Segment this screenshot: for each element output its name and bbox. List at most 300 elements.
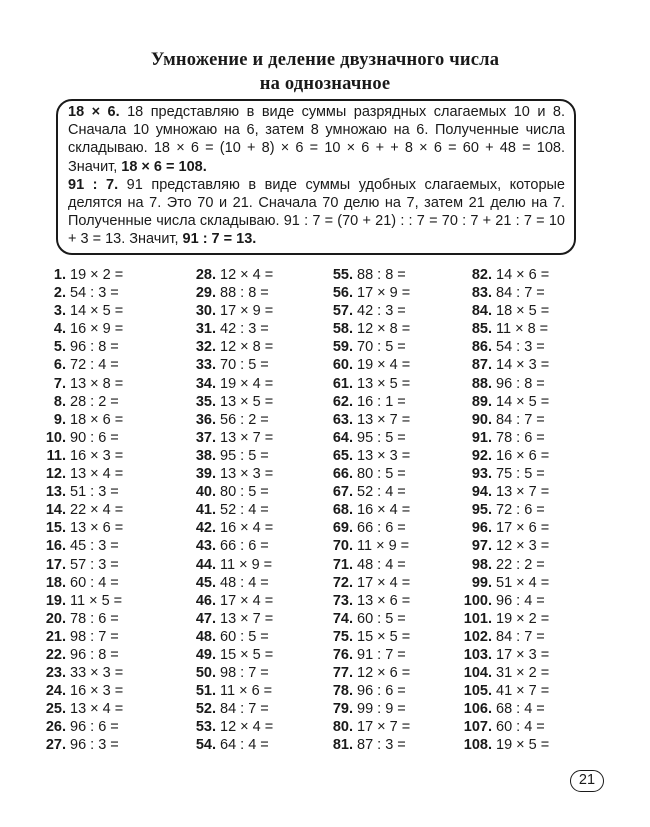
exercise-expression: 11 × 8 = — [496, 321, 549, 338]
exercise-item — [458, 682, 549, 700]
exercise-expression: 15 × 5 = — [357, 628, 411, 645]
exercise-number: 28. — [195, 267, 216, 283]
exercise-item — [458, 556, 549, 574]
exercise-expression: 91 : 7 = — [357, 646, 406, 663]
exercise-expression: 16 : 1 = — [357, 393, 406, 410]
exercise-item — [188, 592, 273, 610]
exercise-number: 39. — [195, 466, 216, 483]
exercise-number: 93. — [471, 466, 492, 483]
exercise-item — [325, 266, 410, 284]
exercise-expression: 96 : 6 = — [357, 683, 406, 700]
page-title — [0, 48, 650, 96]
exercise-number: 76. — [332, 646, 353, 663]
exercise-expression: 95 : 5 = — [357, 429, 406, 446]
exercise-expression: 13 × 7 = — [496, 484, 550, 501]
exercise-item — [458, 646, 549, 664]
exercise-number: 40. — [195, 484, 216, 501]
exercise-item — [40, 320, 123, 338]
exercise-item — [458, 375, 549, 393]
exercise-item — [188, 628, 273, 646]
exercise-expression: 96 : 8 = — [70, 339, 119, 356]
exercise-number: 58. — [332, 321, 353, 338]
exercise-expression: 96 : 4 = — [496, 592, 545, 609]
exercise-number: 41. — [195, 502, 216, 519]
exercise-expression: 60 : 5 = — [357, 610, 406, 627]
exercise-item — [458, 465, 549, 483]
exercise-item — [325, 375, 410, 393]
exercise-item — [458, 736, 549, 754]
exercise-number: 98. — [471, 556, 492, 573]
exercise-item — [40, 266, 123, 284]
exercise-expression: 28 : 2 = — [70, 393, 119, 410]
exercise-item — [458, 411, 549, 429]
exercise-item — [188, 411, 273, 429]
exercise-expression: 19 × 4 = — [220, 375, 274, 392]
exercise-item — [188, 375, 273, 393]
exercise-column-1 — [40, 266, 123, 755]
exercise-number: 11. — [46, 447, 66, 464]
exercise-number: 5. — [53, 339, 66, 356]
exercise-number: 45. — [195, 574, 216, 591]
exercise-item — [325, 700, 410, 718]
exercise-number: 52. — [195, 701, 216, 718]
exercise-expression: 14 × 3 = — [496, 357, 550, 374]
exercise-expression: 13 × 3 = — [220, 466, 274, 483]
exercise-number: 81. — [332, 737, 353, 754]
exercise-expression: 54 : 3 = — [496, 339, 545, 356]
exercise-expression: 14 × 6 = — [496, 267, 550, 283]
exercise-expression: 42 : 3 = — [357, 303, 406, 320]
exercise-item — [40, 519, 123, 537]
exercise-expression: 17 × 3 = — [496, 646, 550, 663]
exercise-expression: 16 × 6 = — [496, 447, 550, 464]
exercise-expression: 52 : 4 = — [357, 484, 406, 501]
exercise-item — [458, 628, 549, 646]
exercise-item — [458, 501, 549, 519]
exercise-number: 82. — [471, 267, 492, 283]
exercise-expression: 19 × 4 = — [357, 357, 411, 374]
exercise-column-2 — [188, 266, 273, 755]
exercise-expression: 13 × 7 = — [220, 429, 274, 446]
exercise-number: 94. — [471, 484, 492, 501]
exercise-item — [325, 356, 410, 374]
exercise-number: 31. — [195, 321, 216, 338]
exercise-expression: 60 : 4 = — [70, 574, 119, 591]
exercise-number: 6. — [53, 357, 66, 374]
exercise-number: 79. — [332, 701, 353, 718]
exercise-item — [40, 447, 123, 465]
exercise-item — [40, 718, 123, 736]
exercise-item — [325, 682, 410, 700]
exercise-number: 36. — [195, 411, 216, 428]
exercise-item — [325, 284, 410, 302]
exercise-number: 27. — [45, 737, 66, 754]
rule-example-2-heading: 91 : 7. — [68, 176, 119, 193]
exercise-item — [188, 646, 273, 664]
exercise-item — [188, 483, 273, 501]
exercise-item — [40, 682, 123, 700]
page-number: 21 — [570, 770, 604, 792]
exercise-expression: 72 : 4 = — [70, 357, 119, 374]
exercise-item — [325, 501, 410, 519]
exercise-expression: 48 : 4 = — [357, 556, 406, 573]
exercise-item — [458, 592, 549, 610]
exercise-expression: 90 : 6 = — [70, 429, 119, 446]
exercise-item — [458, 338, 549, 356]
exercise-item — [188, 519, 273, 537]
exercise-expression: 80 : 5 = — [357, 466, 406, 483]
exercise-expression: 70 : 5 = — [220, 357, 269, 374]
exercise-item — [325, 411, 410, 429]
exercise-item — [325, 646, 410, 664]
exercise-expression: 16 × 3 = — [70, 683, 124, 700]
exercise-item — [40, 483, 123, 501]
exercise-expression: 18 × 6 = — [70, 411, 124, 428]
exercise-item — [458, 356, 549, 374]
exercise-item — [325, 393, 410, 411]
exercise-expression: 12 × 8 = — [220, 339, 274, 356]
exercise-item — [188, 302, 273, 320]
exercise-number: 107. — [463, 719, 492, 736]
exercise-number: 29. — [195, 285, 216, 302]
exercise-expression: 84 : 7 = — [496, 628, 545, 645]
exercise-item — [188, 664, 273, 682]
exercise-expression: 17 × 7 = — [357, 719, 411, 736]
exercise-item — [188, 537, 273, 555]
exercise-expression: 51 × 4 = — [496, 574, 550, 591]
exercise-expression: 13 × 7 = — [357, 411, 411, 428]
exercise-number: 1. — [53, 267, 66, 283]
exercise-item — [325, 465, 410, 483]
exercise-number: 49. — [195, 646, 216, 663]
exercise-number: 37. — [195, 429, 216, 446]
exercise-number: 59. — [332, 339, 353, 356]
exercise-expression: 17 × 6 = — [496, 520, 550, 537]
exercise-item — [325, 429, 410, 447]
exercise-item — [40, 664, 123, 682]
exercise-item — [325, 574, 410, 592]
exercise-expression: 98 : 7 = — [220, 665, 269, 682]
exercise-item — [458, 700, 549, 718]
exercise-expression: 19 × 2 = — [70, 267, 124, 283]
exercise-expression: 96 : 3 = — [70, 737, 119, 754]
exercise-number: 71. — [332, 556, 353, 573]
exercise-expression: 13 × 5 = — [357, 375, 411, 392]
exercise-expression: 16 × 4 = — [220, 520, 274, 537]
exercise-number: 97. — [471, 538, 492, 555]
title-line-1: Умножение и деление двузначного числа — [150, 50, 500, 70]
exercise-expression: 13 × 6 = — [357, 592, 411, 609]
exercise-expression: 70 : 5 = — [357, 339, 406, 356]
exercise-number: 104. — [463, 665, 492, 682]
exercise-item — [40, 628, 123, 646]
exercise-item — [458, 284, 549, 302]
exercise-item — [325, 447, 410, 465]
exercise-expression: 18 × 5 = — [496, 303, 550, 320]
exercise-item — [188, 610, 273, 628]
exercise-number: 88. — [471, 375, 492, 392]
exercise-item — [188, 320, 273, 338]
exercise-expression: 75 : 5 = — [496, 466, 545, 483]
exercise-item — [458, 429, 549, 447]
exercise-expression: 16 × 9 = — [70, 321, 124, 338]
rule-example-1-heading: 18 × 6. — [68, 104, 120, 120]
exercise-expression: 19 × 2 = — [496, 610, 550, 627]
exercise-number: 77. — [332, 665, 353, 682]
exercise-expression: 33 × 3 = — [70, 665, 124, 682]
exercise-number: 105. — [463, 683, 492, 700]
exercise-expression: 84 : 7 = — [496, 285, 545, 302]
exercise-expression: 13 × 8 = — [70, 375, 124, 392]
exercise-item — [325, 519, 410, 537]
exercise-number: 53. — [195, 719, 216, 736]
exercise-expression: 11 × 9 = — [220, 556, 273, 573]
exercise-number: 18. — [45, 574, 66, 591]
exercise-item — [40, 302, 123, 320]
exercise-expression: 88 : 8 = — [357, 267, 406, 283]
exercise-expression: 52 : 4 = — [220, 502, 269, 519]
exercise-number: 70. — [332, 538, 353, 555]
exercise-number: 33. — [195, 357, 216, 374]
exercise-number: 74. — [332, 610, 353, 627]
exercise-item — [458, 320, 549, 338]
exercise-item — [325, 610, 410, 628]
exercise-item — [188, 501, 273, 519]
exercise-expression: 15 × 5 = — [220, 646, 274, 663]
exercise-item — [40, 646, 123, 664]
exercise-expression: 95 : 5 = — [220, 447, 269, 464]
exercise-number: 4. — [53, 321, 66, 338]
exercise-number: 22. — [45, 646, 66, 663]
exercise-number: 92. — [471, 447, 492, 464]
exercise-expression: 66 : 6 = — [357, 520, 406, 537]
exercise-expression: 19 × 5 = — [496, 737, 550, 754]
exercise-expression: 96 : 8 = — [496, 375, 545, 392]
exercise-item — [188, 338, 273, 356]
exercise-expression: 60 : 5 = — [220, 628, 269, 645]
exercise-item — [40, 338, 123, 356]
exercise-item — [40, 700, 123, 718]
exercise-number: 62. — [332, 393, 353, 410]
exercise-number: 57. — [332, 303, 353, 320]
exercise-number: 85. — [471, 321, 492, 338]
exercise-expression: 98 : 7 = — [70, 628, 119, 645]
rule-example-2-text: 91 представляю в виде суммы удобных слагаемых, которые делятся на 7. Это 70 и 21. Сначала 70 делю на 7, затем 21 делю на 7. Полученные числа складываю. 91 : 7 = (70 + 21) : : 7 = 70 : 7 + 21 : 7 = 10 + 3 = 13. Значит, — [68, 176, 565, 248]
exercise-item — [40, 411, 123, 429]
exercise-item — [40, 356, 123, 374]
exercise-number: 69. — [332, 520, 353, 537]
exercise-item — [40, 284, 123, 302]
exercise-number: 47. — [195, 610, 216, 627]
exercise-expression: 17 × 4 = — [220, 592, 274, 609]
exercise-item — [40, 501, 123, 519]
exercise-number: 95. — [471, 502, 492, 519]
exercise-item — [458, 483, 549, 501]
exercise-item — [188, 682, 273, 700]
exercise-number: 56. — [332, 285, 353, 302]
exercise-number: 90. — [471, 411, 492, 428]
exercise-item — [325, 537, 410, 555]
exercise-number: 101. — [463, 610, 492, 627]
exercise-number: 48. — [195, 628, 216, 645]
exercise-expression: 51 : 3 = — [70, 484, 119, 501]
exercise-item — [40, 736, 123, 754]
rule-example-2-result: 91 : 7 = 13. — [182, 231, 257, 248]
exercise-expression: 41 × 7 = — [496, 683, 550, 700]
exercise-expression: 96 : 8 = — [70, 646, 119, 663]
exercise-item — [458, 610, 549, 628]
exercise-item — [325, 302, 410, 320]
exercise-number: 55. — [332, 267, 353, 283]
rule-example-1-result: 18 × 6 = 108. — [121, 158, 207, 175]
exercise-item — [188, 429, 273, 447]
exercise-item — [458, 393, 549, 411]
exercise-item — [325, 718, 410, 736]
exercise-item — [40, 556, 123, 574]
exercise-expression: 66 : 6 = — [220, 538, 269, 555]
exercise-number: 9. — [53, 411, 66, 428]
exercise-expression: 22 : 2 = — [496, 556, 545, 573]
exercise-number: 78. — [332, 683, 353, 700]
exercise-expression: 12 × 8 = — [357, 321, 411, 338]
exercise-item — [458, 718, 549, 736]
title-line-2: на однозначное — [259, 74, 391, 94]
exercise-item — [325, 664, 410, 682]
exercise-number: 30. — [195, 303, 216, 320]
exercise-number: 14. — [45, 502, 66, 519]
exercise-number: 34. — [195, 375, 216, 392]
exercise-item — [325, 736, 410, 754]
exercise-number: 60. — [332, 357, 353, 374]
exercise-expression: 48 : 4 = — [220, 574, 269, 591]
exercise-item — [325, 628, 410, 646]
exercise-expression: 12 × 4 = — [220, 719, 274, 736]
exercise-expression: 60 : 4 = — [496, 719, 545, 736]
exercise-number: 42. — [195, 520, 216, 537]
exercise-item — [458, 447, 549, 465]
exercise-expression: 78 : 6 = — [70, 610, 119, 627]
exercise-number: 12. — [45, 466, 66, 483]
exercise-number: 16. — [45, 538, 66, 555]
exercise-item — [325, 592, 410, 610]
exercise-number: 24. — [45, 683, 66, 700]
exercise-item — [188, 447, 273, 465]
exercise-item — [40, 592, 123, 610]
exercise-number: 20. — [45, 610, 66, 627]
exercise-expression: 11 × 5 = — [70, 592, 123, 609]
exercise-number: 103. — [463, 646, 492, 663]
exercise-expression: 13 × 4 = — [70, 701, 124, 718]
exercise-item — [40, 375, 123, 393]
exercise-number: 64. — [332, 429, 353, 446]
exercise-expression: 12 × 6 = — [357, 665, 411, 682]
exercise-item — [188, 266, 273, 284]
exercise-number: 108. — [463, 737, 492, 754]
exercise-item — [458, 302, 549, 320]
exercise-number: 3. — [53, 303, 66, 320]
exercise-number: 32. — [195, 339, 216, 356]
exercise-number: 65. — [332, 447, 353, 464]
exercise-item — [325, 556, 410, 574]
exercise-number: 38. — [195, 447, 216, 464]
exercise-number: 80. — [332, 719, 353, 736]
exercise-expression: 11 × 6 = — [220, 683, 273, 700]
exercise-expression: 16 × 4 = — [357, 502, 411, 519]
exercise-item — [188, 393, 273, 411]
exercise-number: 26. — [45, 719, 66, 736]
exercise-number: 50. — [195, 665, 216, 682]
exercise-number: 15. — [45, 520, 66, 537]
exercise-number: 91. — [471, 429, 492, 446]
exercise-expression: 13 × 6 = — [70, 520, 124, 537]
exercise-expression: 96 : 6 = — [70, 719, 119, 736]
exercise-expression: 42 : 3 = — [220, 321, 269, 338]
exercise-number: 96. — [471, 520, 492, 537]
exercise-expression: 11 × 9 = — [357, 538, 410, 555]
exercise-expression: 84 : 7 = — [496, 411, 545, 428]
exercise-expression: 68 : 4 = — [496, 701, 545, 718]
exercise-number: 44. — [195, 556, 216, 573]
rule-example-division — [68, 176, 565, 249]
exercise-expression: 64 : 4 = — [220, 737, 269, 754]
exercise-number: 100. — [463, 592, 492, 609]
exercise-expression: 31 × 2 = — [496, 665, 550, 682]
exercise-item — [188, 556, 273, 574]
exercise-expression: 12 × 4 = — [220, 267, 274, 283]
exercise-number: 21. — [45, 628, 66, 645]
exercise-expression: 13 × 7 = — [220, 610, 274, 627]
exercise-item — [458, 519, 549, 537]
exercise-expression: 17 × 9 = — [220, 303, 274, 320]
exercise-item — [40, 610, 123, 628]
exercise-item — [458, 574, 549, 592]
exercise-number: 46. — [195, 592, 216, 609]
exercise-number: 63. — [332, 411, 353, 428]
exercise-number: 25. — [45, 701, 66, 718]
exercise-number: 73. — [332, 592, 353, 609]
exercise-expression: 99 : 9 = — [357, 701, 406, 718]
exercise-item — [188, 284, 273, 302]
exercise-number: 72. — [332, 574, 353, 591]
exercise-number: 54. — [195, 737, 216, 754]
exercise-expression: 72 : 6 = — [496, 502, 545, 519]
exercise-item — [188, 718, 273, 736]
exercise-expression: 14 × 5 = — [70, 303, 124, 320]
exercise-item — [40, 429, 123, 447]
exercise-expression: 87 : 3 = — [357, 737, 406, 754]
exercise-number: 7. — [53, 375, 66, 392]
exercise-expression: 80 : 5 = — [220, 484, 269, 501]
exercise-number: 17. — [45, 556, 66, 573]
rule-example-multiplication — [68, 103, 565, 176]
exercise-item — [188, 574, 273, 592]
exercise-number: 43. — [195, 538, 216, 555]
exercise-expression: 22 × 4 = — [70, 502, 124, 519]
exercise-number: 75. — [332, 628, 353, 645]
exercise-column-3 — [325, 266, 410, 755]
exercise-expression: 54 : 3 = — [70, 285, 119, 302]
exercise-item — [458, 664, 549, 682]
exercise-number: 2. — [53, 285, 66, 302]
exercise-number: 23. — [45, 665, 66, 682]
exercise-number: 19. — [45, 592, 66, 609]
exercise-number: 86. — [471, 339, 492, 356]
exercise-number: 83. — [471, 285, 492, 302]
exercise-number: 10. — [45, 429, 66, 446]
exercise-number: 8. — [53, 393, 66, 410]
rule-example-1-text: 18 представляю в виде суммы разрядных слагаемых 10 и 8. Сначала 10 умножаю на 6, затем 8 умножаю на 6. Полученные числа складываю. 18 × 6 = (10 + 8) × 6 = 10 × 6 + + 8 × 6 = 60 + 48 = 108. Значит, — [68, 104, 565, 175]
exercise-expression: 78 : 6 = — [496, 429, 545, 446]
